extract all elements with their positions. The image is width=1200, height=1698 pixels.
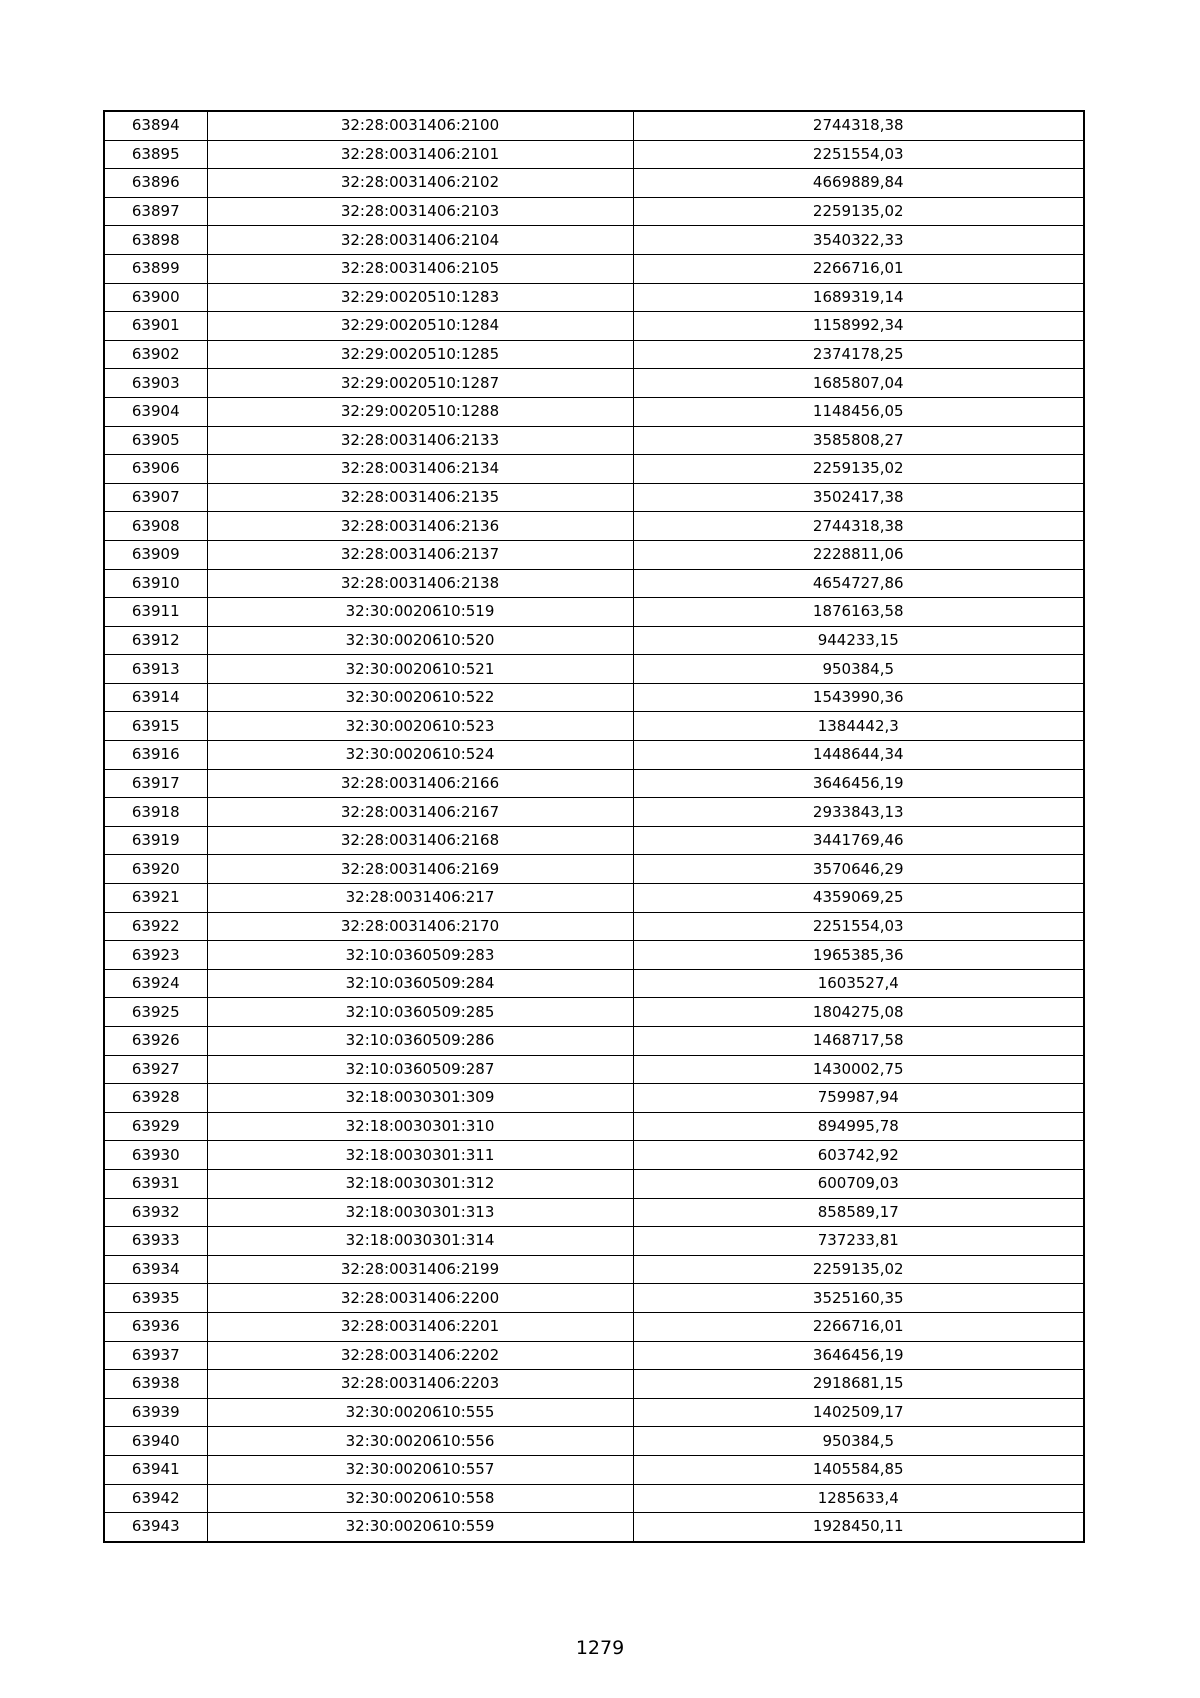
cadastral-value-cell: 3570646,29 [633, 855, 1084, 884]
table-row [104, 998, 1084, 1027]
row-index-cell: 63916 [104, 741, 207, 770]
row-index-cell: 63901 [104, 312, 207, 341]
cadastral-number-cell: 32:28:0031406:2138 [207, 569, 633, 598]
cadastral-number-cell: 32:18:0030301:309 [207, 1084, 633, 1113]
row-index-cell: 63922 [104, 912, 207, 941]
cadastral-number-cell: 32:28:0031406:2105 [207, 254, 633, 283]
cadastral-number-cell: 32:29:0020510:1288 [207, 397, 633, 426]
cadastral-number-cell: 32:10:0360509:287 [207, 1055, 633, 1084]
cadastral-number-cell: 32:28:0031406:2133 [207, 426, 633, 455]
table-row [104, 1198, 1084, 1227]
table-row [104, 169, 1084, 198]
cadastral-value-cell: 4669889,84 [633, 169, 1084, 198]
page-number: 1279 [575, 1637, 625, 1659]
row-index-cell: 63934 [104, 1255, 207, 1284]
row-index-cell: 63905 [104, 426, 207, 455]
table-row [104, 741, 1084, 770]
cadastral-number-cell: 32:28:0031406:2102 [207, 169, 633, 198]
row-index-cell: 63935 [104, 1284, 207, 1313]
table-row [104, 111, 1084, 140]
cadastral-value-cell: 2251554,03 [633, 912, 1084, 941]
cadastral-number-cell: 32:30:0020610:556 [207, 1427, 633, 1456]
table-row [104, 712, 1084, 741]
cadastral-value-cell: 950384,5 [633, 655, 1084, 684]
cadastral-number-cell: 32:30:0020610:519 [207, 598, 633, 627]
cadastral-number-cell: 32:28:0031406:2135 [207, 483, 633, 512]
table-row [104, 1141, 1084, 1170]
cadastral-number-cell: 32:30:0020610:559 [207, 1513, 633, 1542]
table-row [104, 1455, 1084, 1484]
row-index-cell: 63928 [104, 1084, 207, 1113]
row-index-cell: 63899 [104, 254, 207, 283]
cadastral-value-cell: 600709,03 [633, 1169, 1084, 1198]
table-row [104, 798, 1084, 827]
cadastral-number-cell: 32:28:0031406:217 [207, 884, 633, 913]
table-row [104, 1341, 1084, 1370]
table-row [104, 226, 1084, 255]
row-index-cell: 63929 [104, 1112, 207, 1141]
cadastral-value-cell: 1430002,75 [633, 1055, 1084, 1084]
table-row [104, 283, 1084, 312]
cadastral-value-cell: 3585808,27 [633, 426, 1084, 455]
row-index-cell: 63933 [104, 1227, 207, 1256]
table-row [104, 598, 1084, 627]
cadastral-number-cell: 32:28:0031406:2101 [207, 140, 633, 169]
table-row [104, 941, 1084, 970]
cadastral-number-cell: 32:30:0020610:555 [207, 1398, 633, 1427]
cadastral-value-cell: 1876163,58 [633, 598, 1084, 627]
cadastral-number-cell: 32:10:0360509:284 [207, 969, 633, 998]
cadastral-value-table [103, 110, 1085, 1543]
table-row [104, 1484, 1084, 1513]
table-body [104, 111, 1084, 1542]
row-index-cell: 63912 [104, 626, 207, 655]
table-row [104, 1227, 1084, 1256]
cadastral-value-cell: 3441769,46 [633, 826, 1084, 855]
row-index-cell: 63896 [104, 169, 207, 198]
cadastral-value-cell: 1158992,34 [633, 312, 1084, 341]
table-row [104, 455, 1084, 484]
table-row [104, 540, 1084, 569]
row-index-cell: 63909 [104, 540, 207, 569]
cadastral-number-cell: 32:29:0020510:1283 [207, 283, 633, 312]
cadastral-number-cell: 32:28:0031406:2103 [207, 197, 633, 226]
table-row [104, 140, 1084, 169]
row-index-cell: 63903 [104, 369, 207, 398]
row-index-cell: 63932 [104, 1198, 207, 1227]
row-index-cell: 63931 [104, 1169, 207, 1198]
cadastral-value-cell: 1685807,04 [633, 369, 1084, 398]
cadastral-number-cell: 32:10:0360509:283 [207, 941, 633, 970]
cadastral-number-cell: 32:28:0031406:2167 [207, 798, 633, 827]
cadastral-value-cell: 894995,78 [633, 1112, 1084, 1141]
table-row [104, 1027, 1084, 1056]
table-row [104, 1398, 1084, 1427]
cadastral-value-cell: 1405584,85 [633, 1455, 1084, 1484]
row-index-cell: 63904 [104, 397, 207, 426]
table-row [104, 397, 1084, 426]
table-row [104, 512, 1084, 541]
row-index-cell: 63924 [104, 969, 207, 998]
table-row [104, 569, 1084, 598]
row-index-cell: 63907 [104, 483, 207, 512]
row-index-cell: 63918 [104, 798, 207, 827]
cadastral-value-cell: 1928450,11 [633, 1513, 1084, 1542]
cadastral-value-cell: 2266716,01 [633, 1312, 1084, 1341]
cadastral-number-cell: 32:30:0020610:557 [207, 1455, 633, 1484]
table-row [104, 884, 1084, 913]
cadastral-value-cell: 1384442,3 [633, 712, 1084, 741]
row-index-cell: 63919 [104, 826, 207, 855]
cadastral-number-cell: 32:28:0031406:2104 [207, 226, 633, 255]
cadastral-value-cell: 603742,92 [633, 1141, 1084, 1170]
table-row [104, 369, 1084, 398]
row-index-cell: 63908 [104, 512, 207, 541]
row-index-cell: 63895 [104, 140, 207, 169]
table-row [104, 1513, 1084, 1542]
cadastral-value-cell: 1804275,08 [633, 998, 1084, 1027]
cadastral-number-cell: 32:30:0020610:520 [207, 626, 633, 655]
cadastral-value-cell: 4359069,25 [633, 884, 1084, 913]
row-index-cell: 63913 [104, 655, 207, 684]
cadastral-value-cell: 2259135,02 [633, 1255, 1084, 1284]
row-index-cell: 63942 [104, 1484, 207, 1513]
cadastral-value-cell: 2228811,06 [633, 540, 1084, 569]
table-row [104, 855, 1084, 884]
cadastral-number-cell: 32:28:0031406:2168 [207, 826, 633, 855]
cadastral-value-cell: 1468717,58 [633, 1027, 1084, 1056]
table-row [104, 626, 1084, 655]
cadastral-value-cell: 3646456,19 [633, 1341, 1084, 1370]
table-row [104, 340, 1084, 369]
row-index-cell: 63897 [104, 197, 207, 226]
row-index-cell: 63917 [104, 769, 207, 798]
row-index-cell: 63938 [104, 1370, 207, 1399]
cadastral-number-cell: 32:30:0020610:558 [207, 1484, 633, 1513]
cadastral-value-cell: 2259135,02 [633, 455, 1084, 484]
cadastral-number-cell: 32:30:0020610:524 [207, 741, 633, 770]
row-index-cell: 63937 [104, 1341, 207, 1370]
cadastral-value-cell: 759987,94 [633, 1084, 1084, 1113]
cadastral-value-cell: 3646456,19 [633, 769, 1084, 798]
cadastral-number-cell: 32:18:0030301:312 [207, 1169, 633, 1198]
row-index-cell: 63898 [104, 226, 207, 255]
cadastral-number-cell: 32:18:0030301:310 [207, 1112, 633, 1141]
cadastral-value-cell: 3540322,33 [633, 226, 1084, 255]
row-index-cell: 63927 [104, 1055, 207, 1084]
table-row [104, 1112, 1084, 1141]
row-index-cell: 63894 [104, 111, 207, 140]
cadastral-number-cell: 32:18:0030301:314 [207, 1227, 633, 1256]
cadastral-value-cell: 737233,81 [633, 1227, 1084, 1256]
cadastral-number-cell: 32:29:0020510:1285 [207, 340, 633, 369]
cadastral-value-cell: 1148456,05 [633, 397, 1084, 426]
cadastral-number-cell: 32:28:0031406:2100 [207, 111, 633, 140]
row-index-cell: 63923 [104, 941, 207, 970]
cadastral-number-cell: 32:28:0031406:2170 [207, 912, 633, 941]
table-row [104, 312, 1084, 341]
cadastral-number-cell: 32:30:0020610:523 [207, 712, 633, 741]
row-index-cell: 63939 [104, 1398, 207, 1427]
cadastral-value-cell: 4654727,86 [633, 569, 1084, 598]
cadastral-number-cell: 32:10:0360509:286 [207, 1027, 633, 1056]
table-row [104, 483, 1084, 512]
cadastral-value-cell: 2744318,38 [633, 512, 1084, 541]
row-index-cell: 63920 [104, 855, 207, 884]
cadastral-number-cell: 32:30:0020610:521 [207, 655, 633, 684]
cadastral-value-cell: 1402509,17 [633, 1398, 1084, 1427]
table-row [104, 197, 1084, 226]
cadastral-number-cell: 32:18:0030301:313 [207, 1198, 633, 1227]
cadastral-number-cell: 32:28:0031406:2166 [207, 769, 633, 798]
row-index-cell: 63906 [104, 455, 207, 484]
cadastral-value-cell: 2918681,15 [633, 1370, 1084, 1399]
table-row [104, 1284, 1084, 1313]
row-index-cell: 63911 [104, 598, 207, 627]
table-row [104, 912, 1084, 941]
cadastral-value-cell: 1285633,4 [633, 1484, 1084, 1513]
row-index-cell: 63925 [104, 998, 207, 1027]
cadastral-value-cell: 1543990,36 [633, 683, 1084, 712]
row-index-cell: 63921 [104, 884, 207, 913]
row-index-cell: 63915 [104, 712, 207, 741]
cadastral-number-cell: 32:18:0030301:311 [207, 1141, 633, 1170]
cadastral-value-cell: 950384,5 [633, 1427, 1084, 1456]
table-row [104, 1084, 1084, 1113]
table-row [104, 1169, 1084, 1198]
cadastral-value-cell: 2374178,25 [633, 340, 1084, 369]
cadastral-number-cell: 32:29:0020510:1287 [207, 369, 633, 398]
table-row [104, 826, 1084, 855]
table-row [104, 254, 1084, 283]
table-row [104, 969, 1084, 998]
cadastral-number-cell: 32:28:0031406:2202 [207, 1341, 633, 1370]
cadastral-value-cell: 858589,17 [633, 1198, 1084, 1227]
cadastral-number-cell: 32:28:0031406:2199 [207, 1255, 633, 1284]
table-row [104, 683, 1084, 712]
cadastral-value-cell: 2259135,02 [633, 197, 1084, 226]
row-index-cell: 63926 [104, 1027, 207, 1056]
cadastral-number-cell: 32:28:0031406:2169 [207, 855, 633, 884]
cadastral-number-cell: 32:28:0031406:2200 [207, 1284, 633, 1313]
cadastral-value-cell: 3525160,35 [633, 1284, 1084, 1313]
cadastral-value-cell: 1603527,4 [633, 969, 1084, 998]
row-index-cell: 63943 [104, 1513, 207, 1542]
table-row [104, 655, 1084, 684]
cadastral-number-cell: 32:30:0020610:522 [207, 683, 633, 712]
cadastral-number-cell: 32:28:0031406:2137 [207, 540, 633, 569]
row-index-cell: 63940 [104, 1427, 207, 1456]
row-index-cell: 63936 [104, 1312, 207, 1341]
table-row [104, 1312, 1084, 1341]
cadastral-value-cell: 2251554,03 [633, 140, 1084, 169]
table-row [104, 1255, 1084, 1284]
cadastral-value-cell: 2933843,13 [633, 798, 1084, 827]
row-index-cell: 63910 [104, 569, 207, 598]
cadastral-value-cell: 2744318,38 [633, 111, 1084, 140]
cadastral-number-cell: 32:10:0360509:285 [207, 998, 633, 1027]
cadastral-number-cell: 32:28:0031406:2136 [207, 512, 633, 541]
row-index-cell: 63900 [104, 283, 207, 312]
cadastral-value-cell: 1689319,14 [633, 283, 1084, 312]
cadastral-value-cell: 1965385,36 [633, 941, 1084, 970]
cadastral-number-cell: 32:28:0031406:2134 [207, 455, 633, 484]
cadastral-value-cell: 1448644,34 [633, 741, 1084, 770]
cadastral-number-cell: 32:28:0031406:2203 [207, 1370, 633, 1399]
cadastral-value-cell: 2266716,01 [633, 254, 1084, 283]
row-index-cell: 63941 [104, 1455, 207, 1484]
row-index-cell: 63914 [104, 683, 207, 712]
cadastral-value-cell: 3502417,38 [633, 483, 1084, 512]
table-row [104, 426, 1084, 455]
table-row [104, 1370, 1084, 1399]
table-row [104, 769, 1084, 798]
cadastral-value-cell: 944233,15 [633, 626, 1084, 655]
cadastral-number-cell: 32:29:0020510:1284 [207, 312, 633, 341]
row-index-cell: 63930 [104, 1141, 207, 1170]
table-row [104, 1055, 1084, 1084]
table-row [104, 1427, 1084, 1456]
cadastral-number-cell: 32:28:0031406:2201 [207, 1312, 633, 1341]
row-index-cell: 63902 [104, 340, 207, 369]
